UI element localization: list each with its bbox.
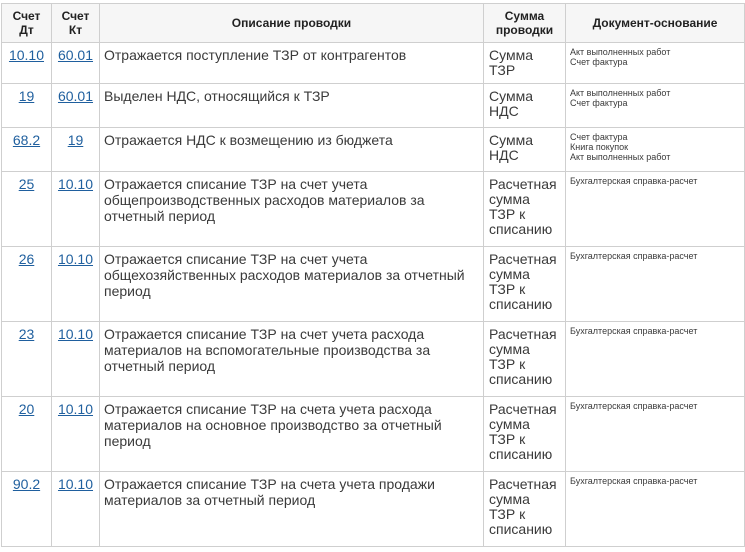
amount-line: Расчетная: [489, 251, 557, 267]
document-name: Бухгалтерская справка-расчет: [570, 476, 698, 486]
amount-line: сумма: [489, 266, 530, 282]
amount-line: ТЗР к: [489, 431, 526, 447]
credit-cell: [52, 84, 100, 128]
entry-documents: [566, 247, 745, 322]
credit-account-link[interactable]: 10.10: [57, 401, 94, 417]
amount-line: Расчетная: [489, 176, 557, 192]
header-debit-account: [2, 4, 52, 43]
table-row: [2, 84, 745, 128]
credit-cell: [52, 397, 100, 472]
header-debit-line1: Счет: [12, 9, 41, 23]
amount-line: НДС: [489, 147, 519, 163]
amount-line: ТЗР к: [489, 281, 526, 297]
entry-description: Выделен НДС, относящийся к ТЗР: [100, 84, 484, 128]
entry-description: Отражается списание ТЗР на счета учета продажи материалов за отчетный период: [100, 472, 484, 547]
entry-documents: [566, 84, 745, 128]
debit-cell: [2, 128, 52, 172]
amount-line: Сумма: [489, 88, 533, 104]
header-credit-account: [52, 4, 100, 43]
table-row: [2, 397, 745, 472]
debit-cell: [2, 247, 52, 322]
credit-account-link[interactable]: 10.10: [57, 476, 94, 492]
credit-cell: [52, 128, 100, 172]
header-amount: [484, 4, 566, 43]
credit-account-link[interactable]: 10.10: [57, 326, 94, 342]
amount-line: НДС: [489, 103, 519, 119]
entry-documents: [566, 397, 745, 472]
table-row: [2, 172, 745, 247]
document-name: Счет фактура: [570, 57, 628, 67]
amount-line: списанию: [489, 446, 553, 462]
entry-description: Отражается поступление ТЗР от контрагентов: [100, 43, 484, 84]
entry-documents: [566, 172, 745, 247]
credit-account-link[interactable]: 10.10: [57, 176, 94, 192]
amount-line: Расчетная: [489, 326, 557, 342]
entry-amount: [484, 322, 566, 397]
amount-line: ТЗР к: [489, 206, 526, 222]
entry-amount: [484, 472, 566, 547]
amount-line: Сумма: [489, 132, 533, 148]
amount-line: списанию: [489, 521, 553, 537]
credit-cell: [52, 472, 100, 547]
debit-cell: [2, 472, 52, 547]
debit-account-link[interactable]: 68.2: [12, 132, 41, 148]
debit-account-link[interactable]: 20: [18, 401, 35, 417]
amount-line: списанию: [489, 296, 553, 312]
entry-documents: [566, 322, 745, 397]
debit-account-link[interactable]: 26: [18, 251, 35, 267]
document-name: Бухгалтерская справка-расчет: [570, 176, 698, 186]
document-name: Счет фактура: [570, 132, 628, 142]
table-row: [2, 128, 745, 172]
entry-description: Отражается списание ТЗР на счет учета расхода материалов на вспомогательные производства за отчетный период: [100, 322, 484, 397]
amount-line: списанию: [489, 221, 553, 237]
debit-account-link[interactable]: 25: [18, 176, 35, 192]
credit-account-link[interactable]: 10.10: [57, 251, 94, 267]
header-credit-line2: Кт: [68, 23, 83, 37]
header-amount-line2: проводки: [495, 23, 554, 37]
amount-line: Сумма: [489, 47, 533, 63]
table-row: [2, 247, 745, 322]
entry-amount: [484, 172, 566, 247]
document-name: Бухгалтерская справка-расчет: [570, 401, 698, 411]
amount-line: сумма: [489, 491, 530, 507]
table-row: [2, 472, 745, 547]
amount-line: Расчетная: [489, 476, 557, 492]
debit-account-link[interactable]: 19: [18, 88, 35, 104]
header-amount-line1: Сумма: [504, 9, 545, 23]
amount-line: сумма: [489, 416, 530, 432]
debit-account-link[interactable]: 10.10: [8, 47, 45, 63]
credit-cell: [52, 247, 100, 322]
document-name: Счет фактура: [570, 98, 628, 108]
credit-cell: [52, 43, 100, 84]
entry-description: Отражается списание ТЗР на счета учета расхода материалов на основное производство за отчетный период: [100, 397, 484, 472]
entry-description: Отражается списание ТЗР на счет учета общепроизводственных расходов материалов за отчетный период: [100, 172, 484, 247]
table-row: [2, 43, 745, 84]
header-description: Описание проводки: [100, 4, 484, 43]
document-name: Акт выполненных работ: [570, 47, 671, 57]
table-header-row: [2, 4, 745, 43]
debit-cell: [2, 84, 52, 128]
document-name: Акт выполненных работ: [570, 152, 671, 162]
entry-description: Отражается списание ТЗР на счет учета общехозяйственных расходов материалов за отчетный период: [100, 247, 484, 322]
amount-line: ТЗР к: [489, 506, 526, 522]
amount-line: Расчетная: [489, 401, 557, 417]
credit-cell: [52, 322, 100, 397]
document-name: Книга покупок: [570, 142, 629, 152]
entry-description: Отражается НДС к возмещению из бюджета: [100, 128, 484, 172]
credit-cell: [52, 172, 100, 247]
amount-line: списанию: [489, 371, 553, 387]
amount-line: сумма: [489, 191, 530, 207]
entry-amount: [484, 247, 566, 322]
document-name: Акт выполненных работ: [570, 88, 671, 98]
header-debit-line2: Дт: [19, 23, 34, 37]
entry-amount: [484, 128, 566, 172]
accounting-entries-table: [1, 3, 745, 547]
debit-account-link[interactable]: 23: [18, 326, 35, 342]
entry-amount: [484, 84, 566, 128]
header-credit-line1: Счет: [61, 9, 90, 23]
entry-documents: [566, 128, 745, 172]
debit-cell: [2, 43, 52, 84]
entry-amount: [484, 397, 566, 472]
credit-account-link[interactable]: 19: [67, 132, 84, 148]
debit-cell: [2, 172, 52, 247]
entry-documents: [566, 472, 745, 547]
entry-documents: [566, 43, 745, 84]
debit-account-link[interactable]: 90.2: [12, 476, 41, 492]
header-document: Документ-основание: [566, 4, 745, 43]
debit-cell: [2, 322, 52, 397]
document-name: Бухгалтерская справка-расчет: [570, 251, 698, 261]
amount-line: ТЗР: [489, 62, 516, 78]
amount-line: ТЗР к: [489, 356, 526, 372]
entry-amount: [484, 43, 566, 84]
amount-line: сумма: [489, 341, 530, 357]
credit-account-link[interactable]: 60.01: [57, 88, 94, 104]
credit-account-link[interactable]: 60.01: [57, 47, 94, 63]
document-name: Бухгалтерская справка-расчет: [570, 326, 698, 336]
table-row: [2, 322, 745, 397]
debit-cell: [2, 397, 52, 472]
